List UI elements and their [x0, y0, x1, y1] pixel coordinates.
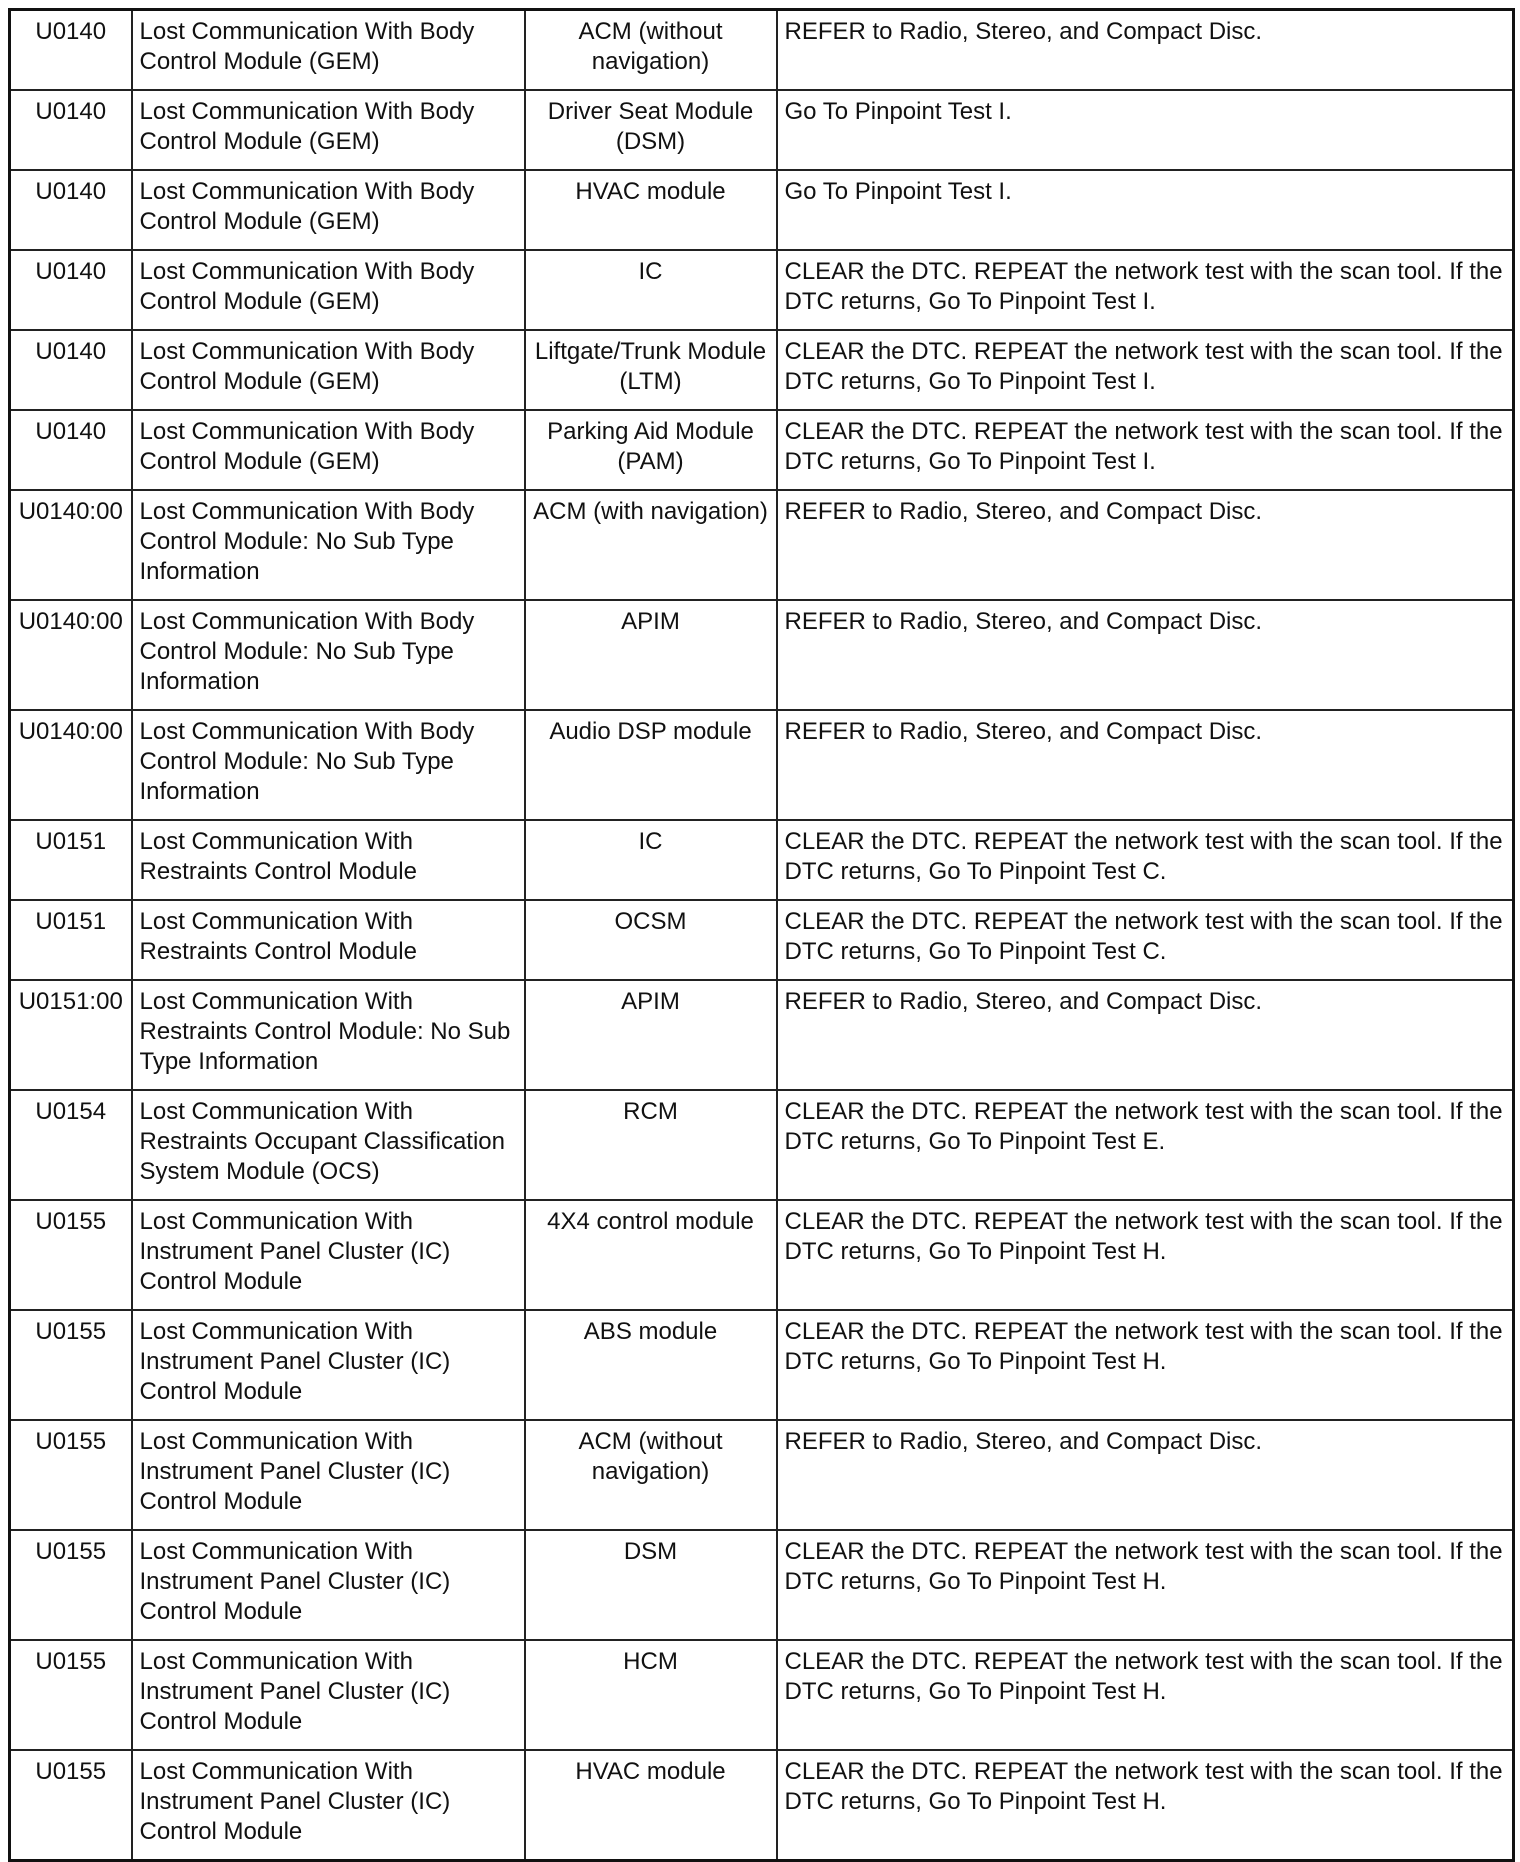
dtc-description-cell: Lost Communication With Instrument Panel Cluster (IC) Control Module: [132, 1310, 525, 1420]
table-row: [10, 410, 1514, 490]
dtc-code-cell: U0140: [10, 90, 132, 170]
module-cell: Driver Seat Module (DSM): [525, 90, 777, 170]
dtc-code-cell: U0155: [10, 1200, 132, 1310]
dtc-code-cell: U0140: [10, 170, 132, 250]
action-cell: REFER to Radio, Stereo, and Compact Disc.: [777, 490, 1514, 600]
table-row: [10, 1090, 1514, 1200]
dtc-code-cell: U0155: [10, 1310, 132, 1420]
dtc-code-cell: U0140: [10, 410, 132, 490]
dtc-table-body: [10, 10, 1514, 1861]
table-row: [10, 900, 1514, 980]
table-row: [10, 980, 1514, 1090]
module-cell: APIM: [525, 980, 777, 1090]
dtc-description-cell: Lost Communication With Body Control Module (GEM): [132, 90, 525, 170]
module-cell: Parking Aid Module (PAM): [525, 410, 777, 490]
action-cell: CLEAR the DTC. REPEAT the network test with the scan tool. If the DTC returns, Go To Pinpoint Test C.: [777, 820, 1514, 900]
module-cell: ACM (with navigation): [525, 490, 777, 600]
table-row: [10, 330, 1514, 410]
action-cell: CLEAR the DTC. REPEAT the network test with the scan tool. If the DTC returns, Go To Pinpoint Test H.: [777, 1310, 1514, 1420]
module-cell: ABS module: [525, 1310, 777, 1420]
module-cell: OCSM: [525, 900, 777, 980]
dtc-code-cell: U0140: [10, 10, 132, 91]
action-cell: CLEAR the DTC. REPEAT the network test with the scan tool. If the DTC returns, Go To Pinpoint Test H.: [777, 1640, 1514, 1750]
dtc-code-cell: U0140: [10, 330, 132, 410]
dtc-description-cell: Lost Communication With Body Control Module: No Sub Type Information: [132, 600, 525, 710]
dtc-code-cell: U0155: [10, 1640, 132, 1750]
action-cell: CLEAR the DTC. REPEAT the network test with the scan tool. If the DTC returns, Go To Pinpoint Test I.: [777, 330, 1514, 410]
table-row: [10, 490, 1514, 600]
dtc-description-cell: Lost Communication With Body Control Module (GEM): [132, 330, 525, 410]
module-cell: Liftgate/Trunk Module (LTM): [525, 330, 777, 410]
table-row: [10, 90, 1514, 170]
module-cell: HCM: [525, 1640, 777, 1750]
dtc-description-cell: Lost Communication With Body Control Module (GEM): [132, 10, 525, 91]
action-cell: REFER to Radio, Stereo, and Compact Disc.: [777, 710, 1514, 820]
dtc-description-cell: Lost Communication With Body Control Module (GEM): [132, 250, 525, 330]
dtc-code-cell: U0151: [10, 820, 132, 900]
table-row: [10, 170, 1514, 250]
document-page: [8, 8, 1512, 1862]
table-row: [10, 710, 1514, 820]
table-row: [10, 1530, 1514, 1640]
module-cell: RCM: [525, 1090, 777, 1200]
action-cell: CLEAR the DTC. REPEAT the network test with the scan tool. If the DTC returns, Go To Pinpoint Test C.: [777, 900, 1514, 980]
dtc-description-cell: Lost Communication With Restraints Control Module: No Sub Type Information: [132, 980, 525, 1090]
dtc-description-cell: Lost Communication With Instrument Panel Cluster (IC) Control Module: [132, 1530, 525, 1640]
table-row: [10, 10, 1514, 91]
dtc-description-cell: Lost Communication With Instrument Panel Cluster (IC) Control Module: [132, 1200, 525, 1310]
action-cell: Go To Pinpoint Test I.: [777, 170, 1514, 250]
action-cell: CLEAR the DTC. REPEAT the network test with the scan tool. If the DTC returns, Go To Pinpoint Test H.: [777, 1530, 1514, 1640]
module-cell: Audio DSP module: [525, 710, 777, 820]
table-row: [10, 1310, 1514, 1420]
module-cell: ACM (without navigation): [525, 1420, 777, 1530]
dtc-description-cell: Lost Communication With Instrument Panel Cluster (IC) Control Module: [132, 1750, 525, 1861]
action-cell: CLEAR the DTC. REPEAT the network test with the scan tool. If the DTC returns, Go To Pinpoint Test I.: [777, 250, 1514, 330]
module-cell: 4X4 control module: [525, 1200, 777, 1310]
action-cell: REFER to Radio, Stereo, and Compact Disc.: [777, 1420, 1514, 1530]
module-cell: ACM (without navigation): [525, 10, 777, 91]
dtc-description-cell: Lost Communication With Instrument Panel Cluster (IC) Control Module: [132, 1640, 525, 1750]
action-cell: Go To Pinpoint Test I.: [777, 90, 1514, 170]
dtc-description-cell: Lost Communication With Body Control Module (GEM): [132, 170, 525, 250]
action-cell: CLEAR the DTC. REPEAT the network test with the scan tool. If the DTC returns, Go To Pinpoint Test E.: [777, 1090, 1514, 1200]
table-row: [10, 820, 1514, 900]
dtc-description-cell: Lost Communication With Restraints Control Module: [132, 820, 525, 900]
dtc-description-cell: Lost Communication With Instrument Panel Cluster (IC) Control Module: [132, 1420, 525, 1530]
dtc-description-cell: Lost Communication With Body Control Module: No Sub Type Information: [132, 490, 525, 600]
table-row: [10, 1640, 1514, 1750]
dtc-code-cell: U0155: [10, 1420, 132, 1530]
table-row: [10, 1420, 1514, 1530]
module-cell: HVAC module: [525, 170, 777, 250]
dtc-code-cell: U0140:00: [10, 710, 132, 820]
module-cell: IC: [525, 250, 777, 330]
dtc-code-cell: U0140:00: [10, 490, 132, 600]
dtc-description-cell: Lost Communication With Body Control Module: No Sub Type Information: [132, 710, 525, 820]
module-cell: HVAC module: [525, 1750, 777, 1861]
action-cell: REFER to Radio, Stereo, and Compact Disc.: [777, 600, 1514, 710]
module-cell: DSM: [525, 1530, 777, 1640]
dtc-description-cell: Lost Communication With Restraints Control Module: [132, 900, 525, 980]
action-cell: CLEAR the DTC. REPEAT the network test with the scan tool. If the DTC returns, Go To Pinpoint Test H.: [777, 1200, 1514, 1310]
action-cell: REFER to Radio, Stereo, and Compact Disc.: [777, 10, 1514, 91]
dtc-description-cell: Lost Communication With Body Control Module (GEM): [132, 410, 525, 490]
dtc-code-cell: U0154: [10, 1090, 132, 1200]
dtc-code-cell: U0155: [10, 1530, 132, 1640]
module-cell: IC: [525, 820, 777, 900]
dtc-code-cell: U0140: [10, 250, 132, 330]
action-cell: REFER to Radio, Stereo, and Compact Disc.: [777, 980, 1514, 1090]
table-row: [10, 1750, 1514, 1861]
dtc-description-cell: Lost Communication With Restraints Occupant Classification System Module (OCS): [132, 1090, 525, 1200]
table-row: [10, 250, 1514, 330]
dtc-code-cell: U0151: [10, 900, 132, 980]
module-cell: APIM: [525, 600, 777, 710]
table-row: [10, 1200, 1514, 1310]
action-cell: CLEAR the DTC. REPEAT the network test with the scan tool. If the DTC returns, Go To Pinpoint Test H.: [777, 1750, 1514, 1861]
dtc-code-cell: U0155: [10, 1750, 132, 1861]
dtc-code-cell: U0140:00: [10, 600, 132, 710]
table-row: [10, 600, 1514, 710]
action-cell: CLEAR the DTC. REPEAT the network test with the scan tool. If the DTC returns, Go To Pinpoint Test I.: [777, 410, 1514, 490]
dtc-table: [8, 8, 1515, 1862]
dtc-code-cell: U0151:00: [10, 980, 132, 1090]
